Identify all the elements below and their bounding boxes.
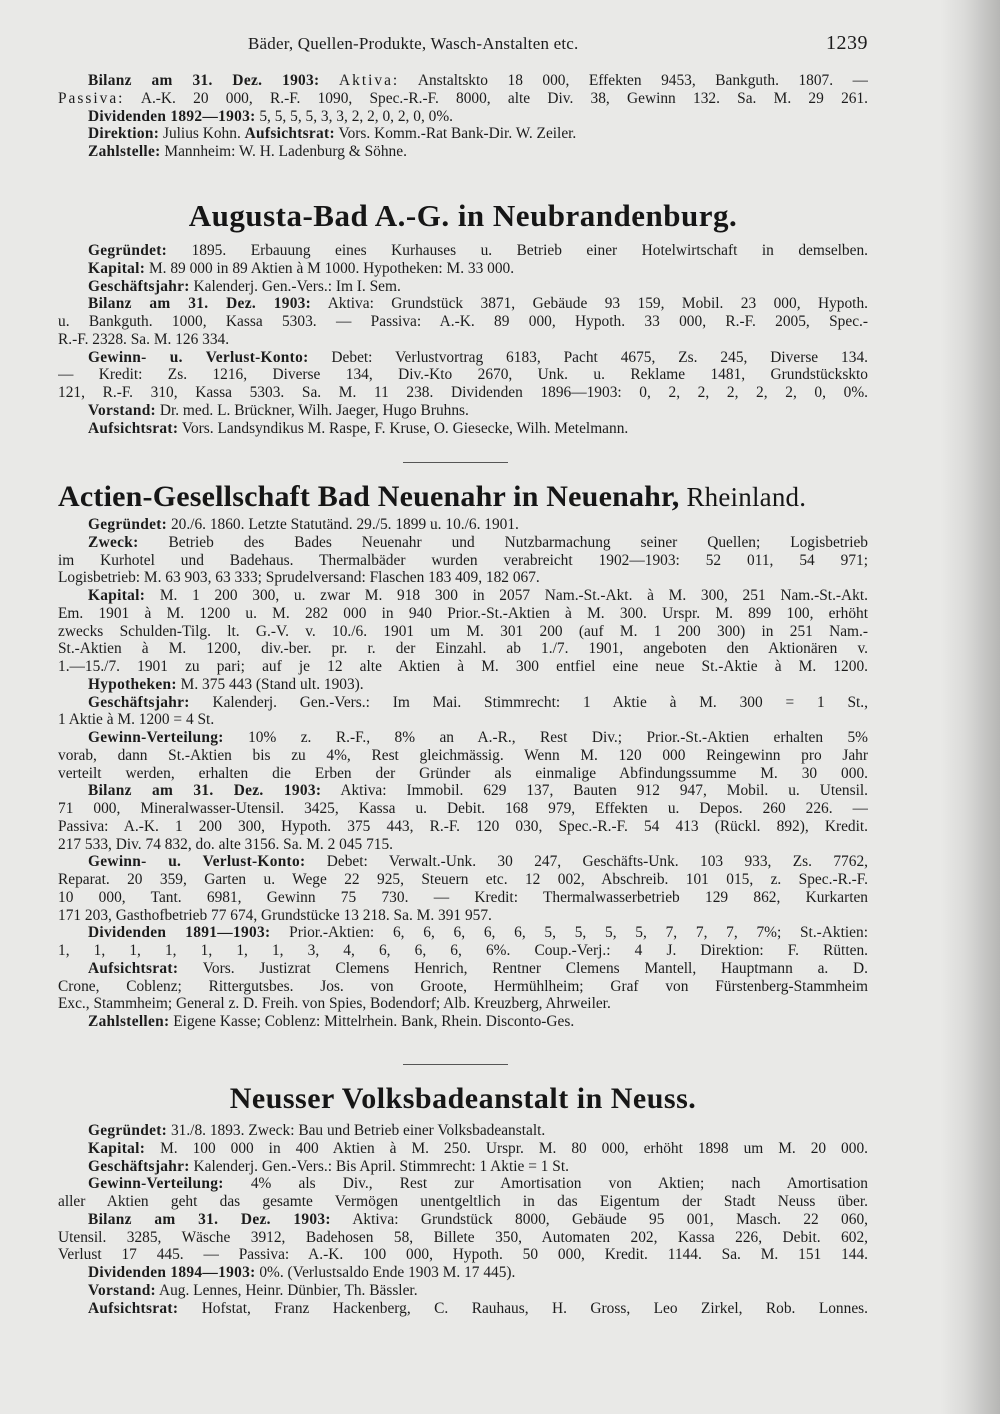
- text-line: 1 Aktie à M. 1200 = 4 St.: [58, 711, 215, 729]
- text-line: Aufsichtsrat: Vors. Justizrat Clemens Henrich, Rentner Clemens Mantell, Hauptmann a. D.: [88, 959, 868, 977]
- text-line: Aufsichtsrat: Vors. Landsyndikus M. Raspe, F. Kruse, O. Giesecke, Wilh. Metelmann.: [88, 419, 629, 437]
- text-line: Bilanz am 31. Dez. 1903: Aktiva: Anstaltskto 18 000, Effekten 9453, Bankguth. 1807. —: [88, 72, 868, 89]
- text-line: Geschäftsjahr: Kalenderj. Gen.-Vers.: Im Mai. Stimmrecht: 1 Aktie à M. 300 = 1 St.,: [88, 693, 868, 711]
- page-content: [58, 0, 868, 1414]
- entry-title-neusser-volksbadeanstalt: Neusser Volksbadeanstalt in Neuss.: [229, 1082, 697, 1115]
- text-line: Direktion: Julius Kohn. Aufsichtsrat: Vors. Komm.-Rat Bank-Dir. W. Zeiler.: [88, 125, 577, 143]
- running-head: [58, 32, 868, 60]
- text-line: Bilanz am 31. Dez. 1903: Aktiva: Grundstück 8000, Gebäude 95 001, Masch. 22 060,: [88, 1210, 868, 1228]
- text-line: Zahlstelle: Mannheim: W. H. Ladenburg & Söhne.: [88, 143, 407, 160]
- text-line: Utensil. 3285, Wäsche 3912, Badehosen 58, Billete 350, Automaten 202, Kassa 226, Debit. 602,: [58, 1228, 868, 1246]
- text-line: 71 000, Mineralwasser-Utensil. 3425, Kassa u. Debit. 168 979, Effekten u. Depos. 260 226. —: [58, 800, 868, 817]
- text-line: Passiva: A.-K. 20 000, R.-F. 1090, Spec.-R.-F. 8000, alte Div. 38, Gewinn 132. Sa. M. 29 261.: [58, 89, 868, 107]
- entry-augusta-bad: [58, 242, 868, 437]
- text-line: zwecks Schulden-Tilg. lt. G.-V. v. 10./6. 1901 um M. 301 200 (auf M. 1 200 300) in 251 Nam.-: [58, 622, 868, 640]
- section-divider: [403, 462, 508, 463]
- text-line: Em. 1901 à M. 1200 u. M. 282 000 in 940 Prior.-St.-Aktien à M. 300. Urspr. M. 899 100, erhöht: [58, 604, 868, 622]
- text-line: Dividenden 1891—1903: Prior.-Aktien: 6, 6, 6, 6, 6, 5, 5, 5, 5, 7, 7, 7, 7%; St.-Aktien:: [88, 924, 868, 942]
- text-line: vorab, dann St.-Aktien bis zu 4%, Rest gleichmässig. Wenn M. 120 000 Reingewinn pro Jahr: [58, 746, 868, 764]
- entry-neusser-volksbadeanstalt: [58, 1122, 868, 1317]
- text-line: 171 203, Gasthofbetrieb 77 674, Grundstücke 13 218. Sa. M. 391 957.: [58, 906, 492, 924]
- text-line: Kapital: M. 89 000 in 89 Aktien à M 1000. Hypotheken: M. 33 000.: [88, 259, 515, 277]
- text-line: Verlust 17 445. — Passiva: A.-K. 100 000, Hypoth. 50 000, Kredit. 1144. Sa. M. 151 144.: [58, 1246, 868, 1264]
- text-line: Gewinn- u. Verlust-Konto: Debet: Verlustvortrag 6183, Pacht 4675, Zs. 245, Diverse 134.: [88, 348, 868, 366]
- entry-title-augusta-bad: Augusta-Bad A.-G. in Neubrandenburg.: [188, 198, 738, 233]
- page-edge-shadow: [940, 0, 1000, 1414]
- text-line: Dividenden 1894—1903: 0%. (Verlustsaldo Ende 1903 M. 17 445).: [88, 1264, 516, 1281]
- text-line: im Kurhotel und Badehaus. Thermalbäder wurden verabreicht 1902—1903: 52 011, 54 971;: [58, 551, 868, 569]
- text-line: Kapital: M. 1 200 300, u. zwar M. 918 300 in 2057 Nam.-St.-Akt. à M. 300, 251 Nam.-St.-Akt.: [88, 587, 868, 604]
- text-line: Kapital: M. 100 000 in 400 Aktien à M. 250. Urspr. M. 80 000, erhöht 1898 um M. 20 000.: [88, 1139, 868, 1157]
- text-line: 1, 1, 1, 1, 1, 1, 1, 3, 4, 6, 6, 6, 6%. Coup.-Verj.: 4 J. Direktion: F. Rütten.: [58, 942, 868, 959]
- text-line: Hypotheken: M. 375 443 (Stand ult. 1903).: [88, 675, 364, 693]
- text-line: Gegründet: 20./6. 1860. Letzte Statutänd. 29./5. 1899 u. 10./6. 1901.: [88, 516, 519, 533]
- text-line: Aufsichtsrat: Hofstat, Franz Hackenberg, C. Rauhaus, H. Gross, Leo Zirkel, Rob. Lonnes.: [88, 1299, 868, 1317]
- text-line: Passiva: A.-K. 1 200 300, Hypoth. 375 443, R.-F. 120 030, Spec.-R.-F. 54 413 (Rückl. 892), Kredit.: [58, 817, 868, 835]
- entry-title-bad-neuenahr: Actien-Gesellschaft Bad Neuenahr in Neuenahr, Rheinland.: [58, 480, 807, 513]
- text-line: Dividenden 1892—1903: 5, 5, 5, 5, 3, 3, 2, 2, 0, 2, 0, 0%.: [88, 107, 454, 125]
- text-line: Zahlstellen: Eigene Kasse; Coblenz: Mittelrhein. Bank, Rhein. Disconto-Ges.: [88, 1013, 575, 1030]
- text-line: 1.—15./7. 1901 zu pari; auf je 12 alte Aktien à M. 300 entfiel eine neue St.-Aktie à M. 1200.: [58, 658, 868, 675]
- text-line: Vorstand: Dr. med. L. Brückner, Wilh. Jaeger, Hugo Bruhns.: [88, 401, 469, 419]
- text-line: Gewinn-Verteilung: 4% als Div., Rest zur Amortisation von Aktien; nach Amortisation: [88, 1175, 868, 1193]
- text-line: verteilt werden, erhalten die Erben der Gründer als einmalige Abfindungssumme M. 30 000.: [58, 764, 868, 782]
- section-divider: [403, 1064, 508, 1065]
- text-line: St.-Aktien à M. 1200, div.-ber. pr. r. der Einzahl. ab 1./7. 1901, angeboten den Aktionären v.: [58, 640, 868, 658]
- text-line: Gewinn- u. Verlust-Konto: Debet: Verwalt.-Unk. 30 247, Geschäfts-Unk. 103 933, Zs. 7762,: [88, 853, 868, 871]
- text-line: Zweck: Betrieb des Bades Neuenahr und Nutzbarmachung seiner Quellen; Logisbetrieb: [88, 533, 868, 551]
- page-number: 1239: [826, 32, 868, 54]
- entry-bad-neuenahr: [58, 516, 868, 1031]
- text-line: Gewinn-Verteilung: 10% z. R.-F., 8% an A.-R., Rest Div.; Prior.-St.-Aktien erhalten 5%: [88, 729, 868, 746]
- text-line: R.-F. 2328. Sa. M. 126 334.: [58, 330, 230, 348]
- text-line: 10 000, Tant. 6981, Gewinn 75 730. — Kredit: Thermalwasserbetrieb 129 862, Kurkarten: [58, 888, 868, 906]
- text-line: Geschäftsjahr: Kalenderj. Gen.-Vers.: Bis April. Stimmrecht: 1 Aktie = 1 St.: [88, 1157, 569, 1175]
- text-line: Exc., Stammheim; General z. D. Freih. von Spies, Bodendorf; Alb. Kreuzberg, Ahrweiler.: [58, 995, 611, 1013]
- text-line: Bilanz am 31. Dez. 1903: Aktiva: Immobil. 629 137, Bauten 912 947, Mobil. u. Utensil.: [88, 782, 868, 800]
- text-line: aller Aktien geht das gesamte Vermögen unentgeltlich in das Eigentum der Stadt Neuss über.: [58, 1193, 868, 1210]
- entry-continuation: [58, 72, 868, 161]
- text-line: Gegründet: 1895. Erbauung eines Kurhauses u. Betrieb einer Hotelwirtschaft in demselben.: [88, 242, 868, 259]
- text-line: Bilanz am 31. Dez. 1903: Aktiva: Grundstück 3871, Gebäude 93 159, Mobil. 23 000, Hypoth.: [88, 295, 868, 313]
- text-line: u. Bankguth. 1000, Kassa 5303. — Passiva: A.-K. 89 000, Hypoth. 33 000, R.-F. 2005, Spec.-: [58, 313, 868, 330]
- text-line: — Kredit: Zs. 1216, Diverse 134, Div.-Kto 2670, Unk. u. Reklame 1481, Grundstückskto: [58, 366, 868, 384]
- text-line: Logisbetrieb: M. 63 903, 63 333; Sprudelversand: Flaschen 183 409, 182 067.: [58, 569, 540, 587]
- running-head-title: Bäder, Quellen-Produkte, Wasch-Anstalten etc.: [248, 34, 579, 53]
- text-line: Reparat. 20 359, Garten u. Wege 22 925, Steuern etc. 12 002, Abschreib. 101 015, z. Spec.-R.-F.: [58, 871, 868, 888]
- text-line: Geschäftsjahr: Kalenderj. Gen.-Vers.: Im I. Sem.: [88, 277, 401, 295]
- text-line: Crone, Coblenz; Rittergutsbes. Jos. von Groote, Hermühlheim; Graf von Fürstenberg-Stammheim: [58, 977, 868, 995]
- text-line: 121, R.-F. 310, Kassa 5303. Sa. M. 11 238. Dividenden 1896—1903: 0, 2, 2, 2, 2, 2, 0, 0%.: [58, 384, 868, 401]
- text-line: Vorstand: Aug. Lennes, Heinr. Dünbier, Th. Bässler.: [88, 1281, 418, 1299]
- text-line: 217 533, Div. 74 832, do. alte 3156. Sa. M. 2 045 715.: [58, 835, 394, 853]
- text-line: Gegründet: 31./8. 1893. Zweck: Bau und Betrieb einer Volksbadeanstalt.: [88, 1122, 546, 1139]
